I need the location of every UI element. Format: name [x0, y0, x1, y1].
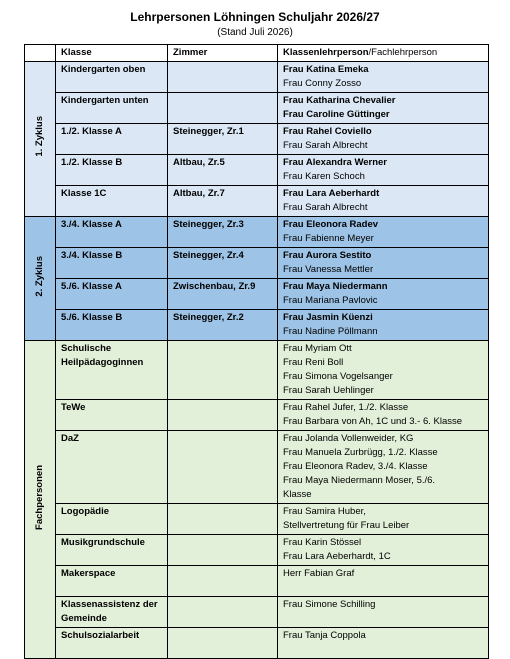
teacher-name: Frau Jasmin Küenzi: [283, 312, 373, 323]
teacher-name: [283, 643, 483, 657]
table-row: [25, 186, 489, 217]
teacher-name: Frau Sarah Uehlinger: [283, 385, 374, 396]
table-row: [25, 400, 489, 431]
cell-lehrperson: [278, 566, 489, 597]
cell-klasse: DaZ: [56, 431, 168, 504]
cell-klasse: Klasse 1C: [56, 186, 168, 217]
table-row: [25, 93, 489, 124]
table-row: [25, 124, 489, 155]
table-row: [25, 431, 489, 504]
table-row: [25, 566, 489, 597]
teacher-name: Frau Samira Huber,: [283, 506, 366, 517]
teacher-name: Frau Conny Zosso: [283, 78, 362, 89]
cell-zimmer: [168, 504, 278, 535]
teacher-name: Frau Katina Emeka: [283, 64, 369, 75]
cell-zimmer: [168, 62, 278, 93]
cell-lehrperson: [278, 535, 489, 566]
table-row: [25, 279, 489, 310]
fachpersonen-group-text: Fachpersonen: [34, 464, 45, 530]
table-row: [25, 310, 489, 341]
table-row: [25, 628, 489, 659]
cell-zimmer: [168, 597, 278, 628]
cell-zimmer: Steinegger, Zr.4: [168, 248, 278, 279]
cell-lehrperson: [278, 279, 489, 310]
table-row: [25, 504, 489, 535]
cell-lehrperson: [278, 431, 489, 504]
cell-lehrperson: [278, 628, 489, 659]
cell-klasse: 5./6. Klasse B: [56, 310, 168, 341]
teacher-name: Frau Simone Schilling: [283, 599, 376, 610]
table-row: [25, 341, 489, 400]
cell-zimmer: [168, 93, 278, 124]
page-subtitle: (Stand Juli 2026): [217, 27, 293, 38]
cell-lehrperson: [278, 93, 489, 124]
teacher-name: Frau Jolanda Vollenweider, KG: [283, 433, 414, 444]
teacher-name: Stellvertretung für Frau Leiber: [283, 520, 410, 531]
page-title: Lehrpersonen Löhningen Schuljahr 2026/27: [130, 10, 380, 24]
cell-klasse: Logopädie: [56, 504, 168, 535]
cell-klasse: Kindergarten unten: [56, 93, 168, 124]
header-klasse: Klasse: [56, 45, 168, 62]
teacher-name: Frau Myriam Ott: [283, 343, 352, 354]
teacher-name: Frau Aurora Sestito: [283, 250, 372, 261]
teacher-name: Frau Manuela Zurbrügg, 1./2. Klasse: [283, 447, 438, 458]
cell-zimmer: Altbau, Zr.7: [168, 186, 278, 217]
table-row: [25, 248, 489, 279]
teacher-name: Frau Reni Boll: [283, 357, 344, 368]
cell-klasse: 5./6. Klasse A: [56, 279, 168, 310]
cell-lehrperson: [278, 248, 489, 279]
table-row: [25, 597, 489, 628]
teacher-name: Frau Eleonora Radev, 3./4. Klasse: [283, 461, 428, 472]
cell-zimmer: Zwischenbau, Zr.9: [168, 279, 278, 310]
cell-lehrperson: [278, 597, 489, 628]
teacher-name: Frau Karin Stössel: [283, 537, 362, 548]
teacher-name: Frau Lara Aeberhardt: [283, 188, 380, 199]
teacher-name: [283, 612, 483, 626]
teacher-name: Frau Tanja Coppola: [283, 630, 366, 641]
zyklus-2-group-text: 2. Zyklus: [34, 255, 45, 297]
teacher-name: Frau Lara Aeberhardt, 1C: [283, 551, 391, 562]
zyklus-1-group-text: 1. Zyklus: [34, 116, 45, 157]
cell-zimmer: [168, 566, 278, 597]
header-lehrperson-bold: Klassenlehrperson: [283, 47, 369, 58]
cell-lehrperson: [278, 400, 489, 431]
cell-zimmer: Steinegger, Zr.2: [168, 310, 278, 341]
table-row: [25, 155, 489, 186]
teacher-name: Frau Mariana Pavlovic: [283, 295, 378, 306]
teacher-name: Frau Sarah Albrecht: [283, 202, 368, 213]
fachpersonen-group-label: [25, 341, 56, 659]
cell-klasse: Kindergarten oben: [56, 62, 168, 93]
teacher-name: Frau Barbara von Ah, 1C und 3.- 6. Klasse: [283, 416, 463, 427]
cell-klasse: 3./4. Klasse A: [56, 217, 168, 248]
teacher-name: Herr Fabian Graf: [283, 568, 355, 579]
cell-lehrperson: [278, 186, 489, 217]
header-empty: [25, 45, 56, 62]
teacher-name: Frau Maya Niedermann Moser, 5./6.: [283, 475, 436, 486]
cell-klasse: 1./2. Klasse B: [56, 155, 168, 186]
cell-lehrperson: [278, 155, 489, 186]
cell-zimmer: [168, 431, 278, 504]
cell-klasse: Klassenassistenz der Gemeinde: [56, 597, 168, 628]
cell-lehrperson: [278, 504, 489, 535]
table-row: [25, 535, 489, 566]
cell-zimmer: [168, 400, 278, 431]
teacher-name: Frau Eleonora Radev: [283, 219, 379, 230]
cell-zimmer: Steinegger, Zr.1: [168, 124, 278, 155]
teacher-name: Frau Alexandra Werner: [283, 157, 388, 168]
header-zimmer: Zimmer: [168, 45, 278, 62]
table-header-row: [25, 45, 489, 62]
cell-zimmer: Altbau, Zr.5: [168, 155, 278, 186]
teacher-name: Frau Maya Niedermann: [283, 281, 388, 292]
cell-lehrperson: [278, 124, 489, 155]
teacher-name: Frau Simona Vogelsanger: [283, 371, 393, 382]
teacher-name: Frau Karen Schoch: [283, 171, 365, 182]
teacher-name: Frau Rahel Jufer, 1./2. Klasse: [283, 402, 409, 413]
cell-lehrperson: [278, 341, 489, 400]
cell-klasse: 3./4. Klasse B: [56, 248, 168, 279]
header-lehrperson-rest: /Fachlehrperson: [368, 47, 438, 58]
teacher-name: Frau Sarah Albrecht: [283, 140, 368, 151]
table-row: [25, 62, 489, 93]
cell-klasse: 1./2. Klasse A: [56, 124, 168, 155]
teacher-name: Frau Rahel Coviello: [283, 126, 372, 137]
cell-klasse: TeWe: [56, 400, 168, 431]
teacher-name: Frau Caroline Güttinger: [283, 109, 390, 120]
header-lehrperson: [278, 45, 489, 62]
cell-lehrperson: [278, 217, 489, 248]
teacher-name: Frau Vanessa Mettler: [283, 264, 374, 275]
cell-klasse: Schulsozialarbeit: [56, 628, 168, 659]
teacher-table: [24, 44, 489, 659]
cell-zimmer: Steinegger, Zr.3: [168, 217, 278, 248]
teacher-name: Klasse: [283, 489, 312, 500]
cell-lehrperson: [278, 62, 489, 93]
teacher-name: Frau Katharina Chevalier: [283, 95, 396, 106]
cell-lehrperson: [278, 310, 489, 341]
cell-klasse: Musikgrundschule: [56, 535, 168, 566]
zyklus-2-group-label: [25, 217, 56, 341]
cell-klasse: Schulische Heilpädagoginnen: [56, 341, 168, 400]
cell-zimmer: [168, 535, 278, 566]
cell-zimmer: [168, 628, 278, 659]
teacher-name: Frau Fabienne Meyer: [283, 233, 374, 244]
zyklus-1-group-label: [25, 62, 56, 217]
cell-zimmer: [168, 341, 278, 400]
teacher-name: Frau Nadine Pöllmann: [283, 326, 378, 337]
table-row: [25, 217, 489, 248]
cell-klasse: Makerspace: [56, 566, 168, 597]
teacher-name: [283, 581, 483, 595]
